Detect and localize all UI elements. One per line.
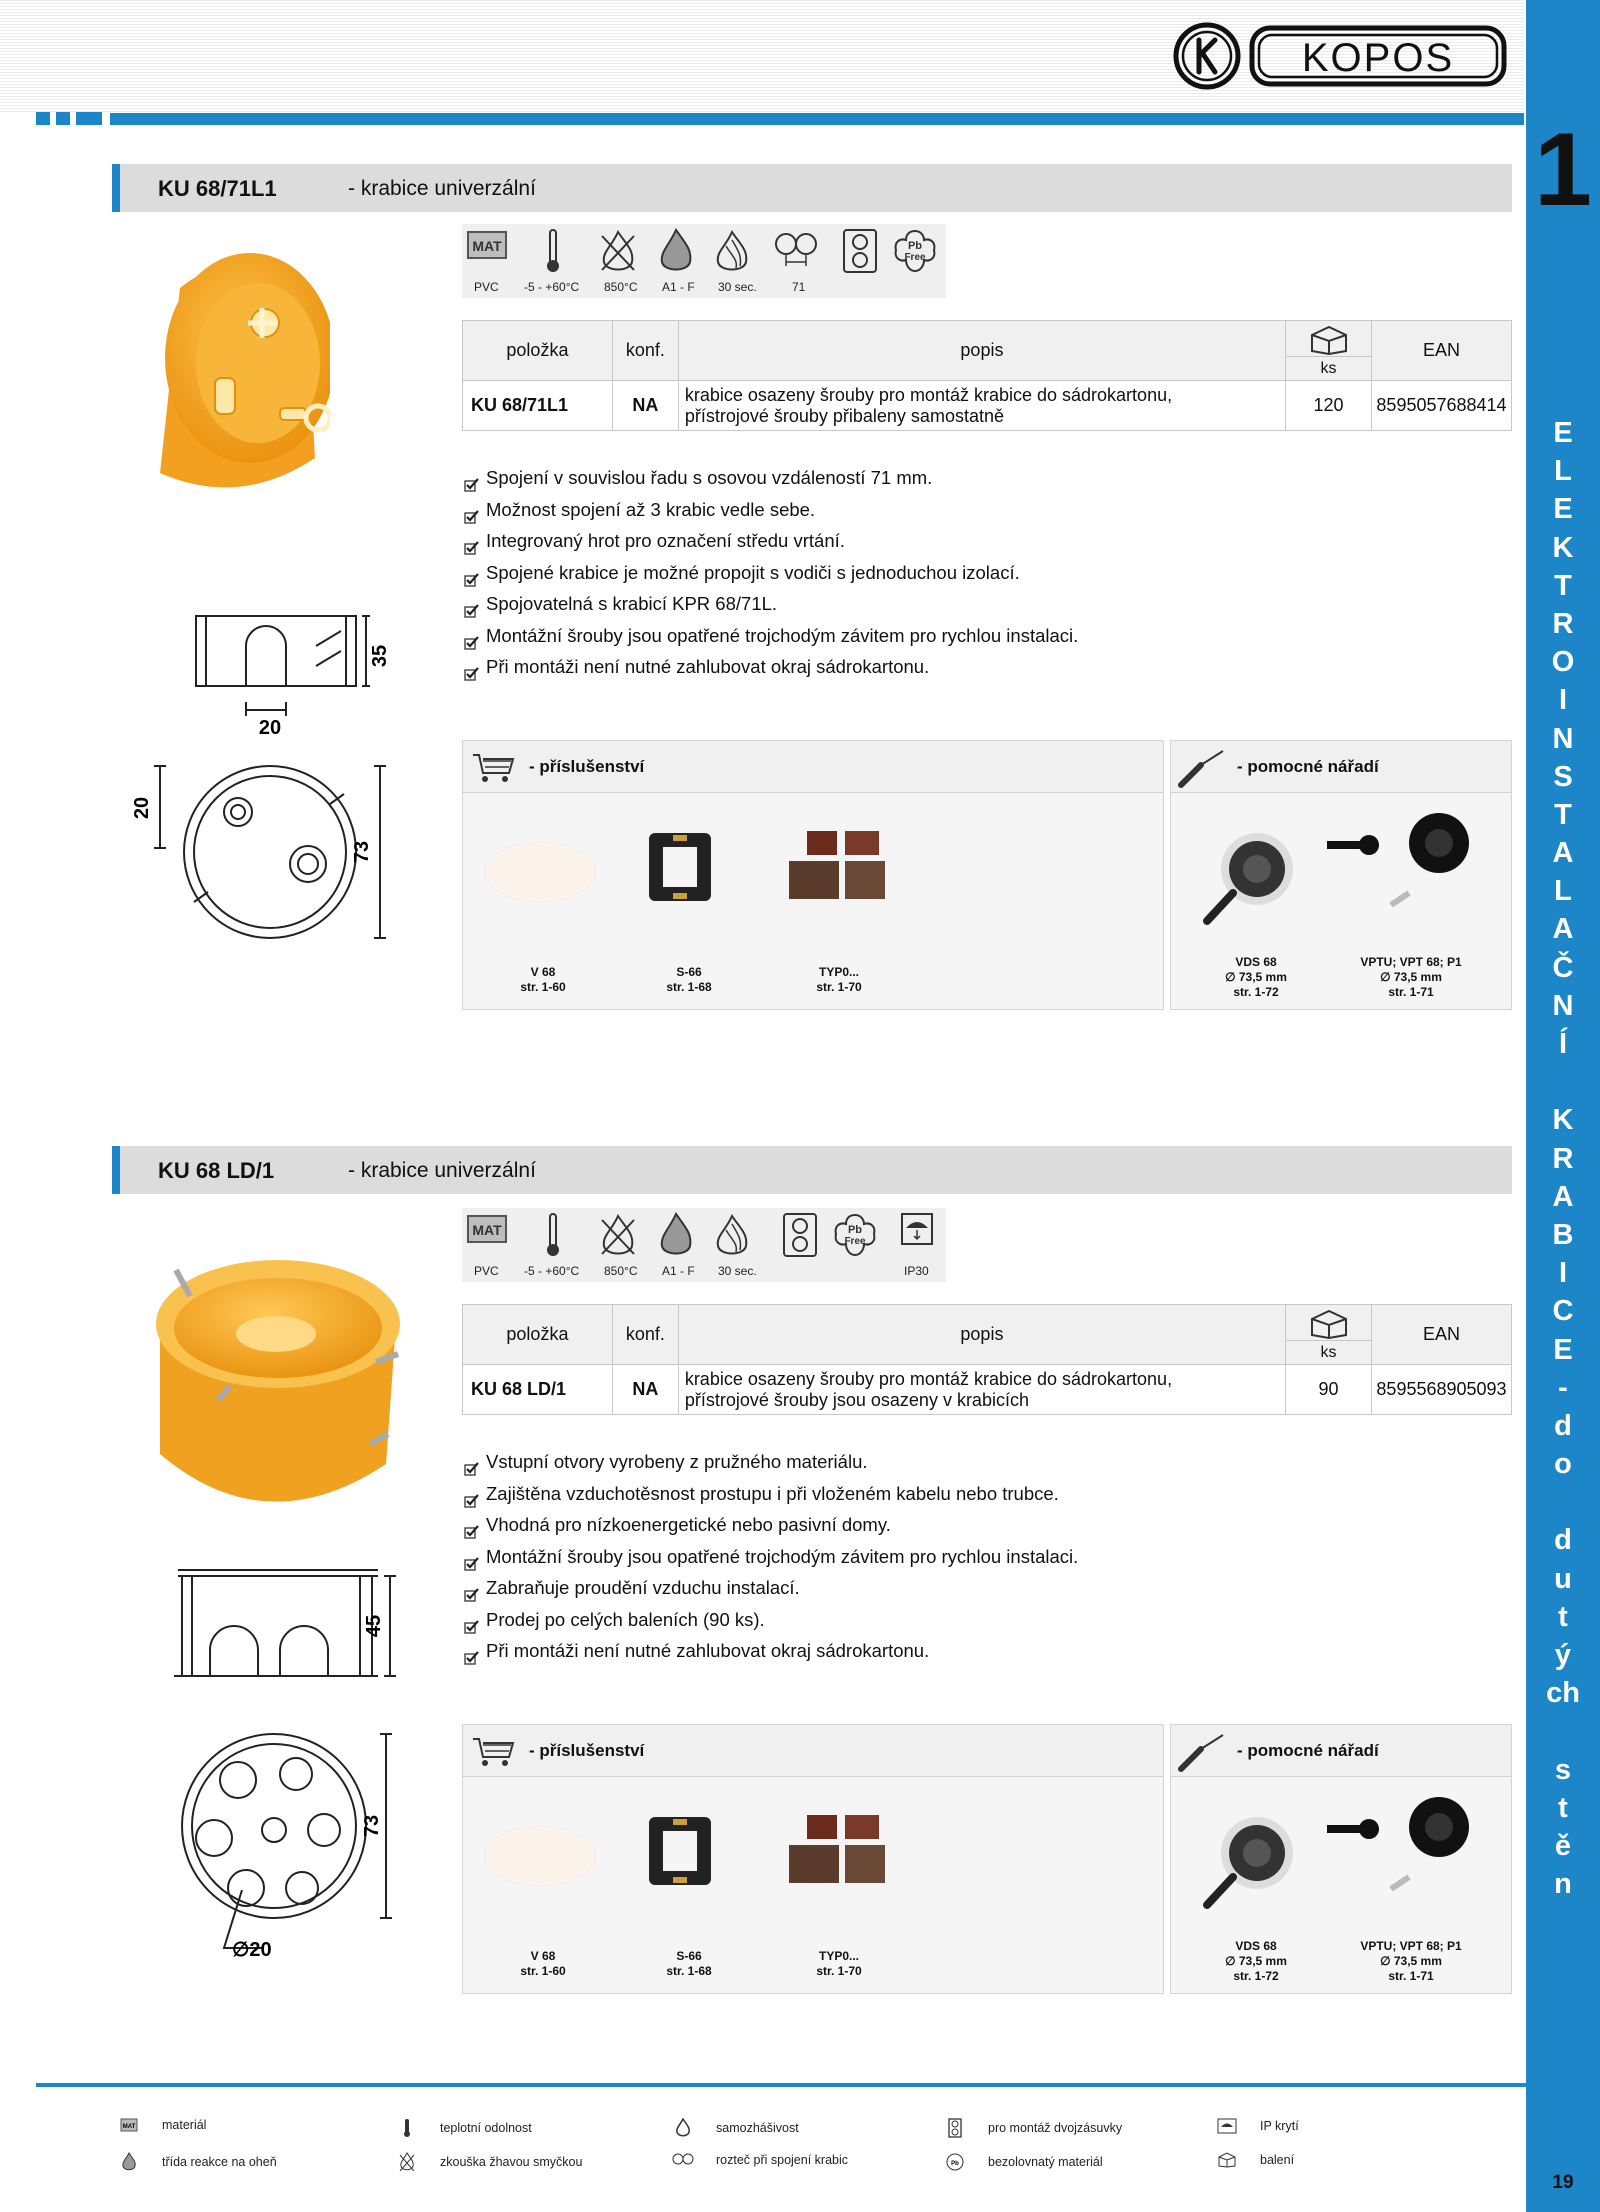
row-item: KU 68/71L1	[463, 381, 613, 431]
terminal-image	[787, 1811, 903, 1891]
sidebar-letter: o	[1554, 1448, 1572, 1481]
check-icon	[464, 659, 480, 691]
cover-image	[481, 839, 599, 905]
property-icons	[462, 224, 946, 298]
feature-item: Zabraňuje proudění vzduchu instalací.	[464, 1572, 1078, 1604]
sidebar-letter: K	[1552, 531, 1574, 564]
tools-panel	[1170, 740, 1512, 1010]
feature-item: Montážní šrouby jsou opatřené trojchodým závitem pro rychlou instalaci.	[464, 620, 1078, 652]
col-item: položka	[463, 1305, 613, 1365]
prop-pitch: 71	[792, 280, 806, 294]
sidebar-letter: R	[1552, 1142, 1574, 1175]
col-desc: popis	[678, 321, 1285, 381]
legend-item	[396, 2152, 582, 2172]
tool-item[interactable]: VDS 68 ∅ 73,5 mm str. 1-72	[1225, 955, 1287, 999]
legend-label: třída reakce na oheň	[162, 2155, 277, 2169]
side-view-drawing	[170, 1564, 410, 1699]
tools-title: - pomocné nářadí	[1237, 757, 1379, 776]
self-extinguish-icon	[672, 2118, 694, 2138]
sidebar-letter: L	[1554, 875, 1572, 908]
legend-label: pro montáž dvojzásuvky	[988, 2121, 1123, 2135]
feature-item: Možnost spojení až 3 krabic vedle sebe.	[464, 494, 1078, 526]
terminal-image	[787, 827, 903, 907]
col-ean: EAN	[1371, 321, 1511, 381]
pitch-icon	[672, 2152, 694, 2168]
thermometer-icon	[544, 1212, 562, 1258]
feature-item: Vstupní otvory vyrobeny z pružného materiálu.	[464, 1446, 1078, 1478]
legend-item	[944, 2118, 1122, 2138]
col-ean: EAN	[1371, 1305, 1511, 1365]
legend-label: balení	[1260, 2153, 1295, 2167]
feature-item: Zajištěna vzduchotěsnost prostupu i při vloženém kabelu nebo trubce.	[464, 1478, 1078, 1510]
legend-item	[1216, 2152, 1294, 2168]
page-number: 19	[1552, 2172, 1574, 2193]
legend-item	[1216, 2118, 1299, 2134]
sidebar-letter: A	[1552, 1180, 1574, 1213]
legend-item	[396, 2118, 532, 2138]
accessory-item[interactable]: V 68 str. 1-60	[520, 1949, 566, 1978]
product-code: KU 68/71L1	[158, 176, 277, 201]
cutter-image	[1195, 1805, 1305, 1915]
box-icon	[1216, 2152, 1238, 2168]
sidebar-letter	[1526, 1712, 1600, 1750]
top-view-drawing	[130, 752, 410, 957]
double-socket-icon	[944, 2118, 966, 2138]
sidebar-letter: s	[1554, 1753, 1572, 1786]
prop-temp: -5 - +60°C	[524, 280, 580, 294]
dim-diameter-label: 73	[361, 1814, 383, 1838]
drill-bit-image	[1321, 805, 1501, 915]
sidebar-letter: t	[1558, 1791, 1568, 1824]
section-title-bar	[112, 1146, 1512, 1194]
prop-self-ext: 30 sec.	[718, 280, 757, 294]
sidebar-letter: E	[1553, 1333, 1573, 1366]
sidebar-letter: L	[1554, 455, 1572, 488]
check-icon	[464, 1643, 480, 1675]
sidebar-letter: N	[1552, 722, 1574, 755]
flame-icon	[118, 2152, 140, 2172]
mat-icon	[118, 2118, 140, 2132]
sidebar-letter: ý	[1554, 1639, 1572, 1671]
cart-icon	[471, 1735, 515, 1769]
pb-free-icon	[832, 1212, 878, 1258]
sidebar-letter: C	[1552, 1295, 1574, 1328]
sidebar-letter: E	[1553, 417, 1573, 449]
cover-image	[481, 1823, 599, 1889]
product-code: KU 68 LD/1	[158, 1158, 275, 1183]
tools-title: - pomocné nářadí	[1237, 1741, 1379, 1760]
col-conf: konf.	[612, 321, 678, 381]
double-socket-icon	[782, 1212, 818, 1258]
top-view-drawing	[150, 1730, 410, 1975]
svg-text:Free: Free	[844, 1236, 866, 1247]
row-item: KU 68 LD/1	[463, 1365, 613, 1415]
pb-free-icon	[944, 2152, 966, 2172]
feature-item: Prodej po celých baleních (90 ks).	[464, 1604, 1078, 1636]
feature-list	[464, 462, 1078, 683]
feature-item: Vhodná pro nízkoenergetické nebo pasivní domy.	[464, 1509, 1078, 1541]
product-table	[462, 1304, 1512, 1415]
chapter-number: 1	[1534, 112, 1592, 228]
row-ean: 8595057688414	[1371, 381, 1511, 431]
sidebar-letter: Č	[1552, 951, 1574, 984]
mat-icon	[466, 1212, 508, 1246]
legend-item	[672, 2152, 848, 2168]
prop-material: PVC	[474, 1264, 499, 1278]
product-desc: - krabice univerzální	[348, 177, 536, 200]
accessories-title: - příslušenství	[529, 1741, 645, 1760]
legend-label: rozteč při spojení krabic	[716, 2153, 849, 2167]
row-qty: 90	[1286, 1365, 1372, 1415]
feature-item: Integrovaný hrot pro označení středu vrtání.	[464, 525, 1078, 557]
legend-item	[944, 2152, 1103, 2172]
col-desc: popis	[678, 1305, 1285, 1365]
sidebar-letter: I	[1558, 684, 1568, 717]
header-line	[110, 113, 1524, 125]
sidebar-letter: n	[1554, 1868, 1572, 1901]
product-photo	[146, 1244, 416, 1549]
sidebar-letter: T	[1554, 798, 1572, 831]
sidebar-letter: A	[1552, 913, 1574, 946]
accessory-item[interactable]: S-66 str. 1-68	[666, 1949, 712, 1978]
screwdriver-icon	[1177, 1731, 1227, 1773]
sidebar-letter: ě	[1554, 1829, 1572, 1862]
legend-item	[672, 2118, 799, 2138]
product-table	[462, 320, 1512, 431]
double-socket-icon	[842, 228, 878, 274]
product-desc: - krabice univerzální	[348, 1159, 536, 1182]
screwdriver-icon	[1177, 747, 1227, 789]
brand-text: KOPOS	[1301, 36, 1455, 80]
prop-ip: IP30	[904, 1264, 929, 1278]
col-qty: ks	[1286, 1305, 1372, 1365]
frame-image	[643, 827, 717, 907]
accessory-item[interactable]: V 68 str. 1-60	[520, 965, 566, 994]
row-conf: NA	[612, 1365, 678, 1415]
sidebar-letter: ch	[1546, 1677, 1580, 1710]
side-view-drawing	[186, 606, 406, 741]
prop-reaction: A1 - F	[662, 280, 695, 294]
dim-slot-label: 20	[258, 717, 282, 736]
prop-reaction: A1 - F	[662, 1264, 695, 1278]
sidebar-letter: K	[1552, 1104, 1574, 1137]
sidebar-vertical-title	[1526, 414, 1600, 1903]
header-squares	[36, 112, 102, 125]
accessories-panel	[462, 1724, 1164, 1994]
prop-glow: 850°C	[604, 280, 638, 294]
legend-label: zkouška žhavou smyčkou	[440, 2155, 583, 2169]
accessory-item[interactable]: TYP0... str. 1-70	[816, 965, 862, 994]
cutter-image	[1195, 821, 1305, 931]
thermometer-icon	[544, 228, 562, 274]
dim-height-label: 45	[363, 1614, 385, 1638]
sidebar-letter: A	[1552, 837, 1574, 870]
accessories-panel	[462, 740, 1164, 1010]
sidebar-letter: I	[1558, 1257, 1568, 1290]
row-desc: krabice osazeny šrouby pro montáž krabice do sádrokartonu, přístrojové šrouby jsou osazeny v krabicích	[678, 1365, 1285, 1415]
product-photo	[140, 248, 330, 543]
glow-wire-icon	[396, 2152, 418, 2172]
row-ean: 8595568905093	[1371, 1365, 1511, 1415]
svg-text:Pb: Pb	[951, 2161, 959, 2167]
property-icons	[462, 1208, 946, 1282]
glow-wire-icon	[598, 1212, 638, 1258]
ip-icon	[900, 1212, 934, 1248]
dim-diameter-label: 73	[351, 840, 373, 864]
col-qty: ks	[1286, 321, 1372, 381]
svg-text:Pb: Pb	[847, 1224, 863, 1236]
col-item: položka	[463, 321, 613, 381]
svg-text:MAT: MAT	[472, 1222, 502, 1238]
svg-text:Pb: Pb	[907, 240, 923, 252]
prop-temp: -5 - +60°C	[524, 1264, 580, 1278]
svg-text:Free: Free	[904, 252, 926, 263]
feature-item: Montážní šrouby jsou opatřené trojchodým závitem pro rychlou instalaci.	[464, 1541, 1078, 1573]
pitch-icon	[774, 228, 818, 274]
flame-icon	[658, 228, 694, 274]
sidebar-letter: d	[1554, 1409, 1572, 1442]
svg-text:MAT: MAT	[472, 238, 502, 254]
box-icon	[1306, 1307, 1352, 1339]
col-conf: konf.	[612, 1305, 678, 1365]
sidebar-letter: E	[1553, 493, 1573, 526]
drill-bit-image	[1321, 1789, 1501, 1899]
prop-glow: 850°C	[604, 1264, 638, 1278]
frame-image	[643, 1811, 717, 1891]
sidebar-letter: t	[1558, 1600, 1568, 1633]
sidebar-letter: B	[1552, 1218, 1574, 1251]
sidebar-letter: -	[1558, 1371, 1568, 1404]
cart-icon	[471, 751, 515, 785]
feature-item: Spojovatelná s krabicí KPR 68/71L.	[464, 588, 1078, 620]
tool-item[interactable]: VPTU; VPT 68; P1 ∅ 73,5 mm str. 1-71	[1360, 955, 1462, 999]
legend-item	[118, 2152, 277, 2172]
tools-panel	[1170, 1724, 1512, 1994]
feature-item: Při montáži není nutné zahlubovat okraj sádrokartonu.	[464, 651, 1078, 683]
row-conf: NA	[612, 381, 678, 431]
sidebar-letter: d	[1554, 1524, 1572, 1557]
legend-label: IP krytí	[1260, 2119, 1299, 2133]
prop-self-ext: 30 sec.	[718, 1264, 757, 1278]
accessory-item[interactable]: TYP0... str. 1-70	[816, 1949, 862, 1978]
sidebar-letter: T	[1554, 569, 1572, 602]
row-qty: 120	[1286, 381, 1372, 431]
row-desc: krabice osazeny šrouby pro montáž krabice do sádrokartonu, přístrojové šrouby přibaleny samostatně	[678, 381, 1285, 431]
thermometer-icon	[396, 2118, 418, 2138]
sidebar-letter	[1526, 1063, 1600, 1101]
kopos-logo	[1172, 22, 1512, 95]
legend-label: bezolovnatý materiál	[988, 2155, 1103, 2169]
pb-free-icon	[892, 228, 938, 274]
feature-list	[464, 1446, 1078, 1667]
sidebar-letter: Í	[1558, 1028, 1568, 1060]
tool-item[interactable]: VDS 68 ∅ 73,5 mm str. 1-72	[1225, 1939, 1287, 1983]
self-extinguish-icon	[712, 1212, 752, 1258]
sidebar-letter	[1526, 1483, 1600, 1521]
legend-item	[118, 2118, 206, 2132]
sidebar-letter: u	[1554, 1562, 1572, 1595]
ip-icon	[1216, 2118, 1238, 2134]
sidebar-letter: O	[1551, 646, 1575, 679]
sidebar-letter: S	[1553, 760, 1573, 793]
self-extinguish-icon	[712, 228, 752, 274]
prop-material: PVC	[474, 280, 499, 294]
svg-text:MAT: MAT	[122, 2124, 136, 2130]
mat-icon	[466, 228, 508, 262]
feature-item: Při montáži není nutné zahlubovat okraj sádrokartonu.	[464, 1635, 1078, 1667]
feature-item: Spojení v souvislou řadu s osovou vzdáleností 71 mm.	[464, 462, 1078, 494]
accessory-item[interactable]: S-66 str. 1-68	[666, 965, 712, 994]
accessories-title: - příslušenství	[529, 757, 645, 776]
dim-height-label: 35	[369, 644, 391, 668]
legend-label: samozhášivost	[716, 2121, 799, 2135]
tool-item[interactable]: VPTU; VPT 68; P1 ∅ 73,5 mm str. 1-71	[1360, 1939, 1462, 1983]
flame-icon	[658, 1212, 694, 1258]
legend-label: materiál	[162, 2118, 207, 2132]
box-icon	[1306, 323, 1352, 355]
sidebar-letter: R	[1552, 607, 1574, 640]
glow-wire-icon	[598, 228, 638, 274]
feature-item: Spojené krabice je možné propojit s vodiči s jednoduchou izolací.	[464, 557, 1078, 589]
dim-side-label: 20	[131, 796, 153, 820]
dim-hole-label: ∅20	[232, 1939, 272, 1961]
footer-line	[36, 2083, 1526, 2087]
section-title-bar	[112, 164, 1512, 212]
sidebar-letter: N	[1552, 989, 1574, 1022]
legend-label: teplotní odolnost	[440, 2121, 532, 2135]
